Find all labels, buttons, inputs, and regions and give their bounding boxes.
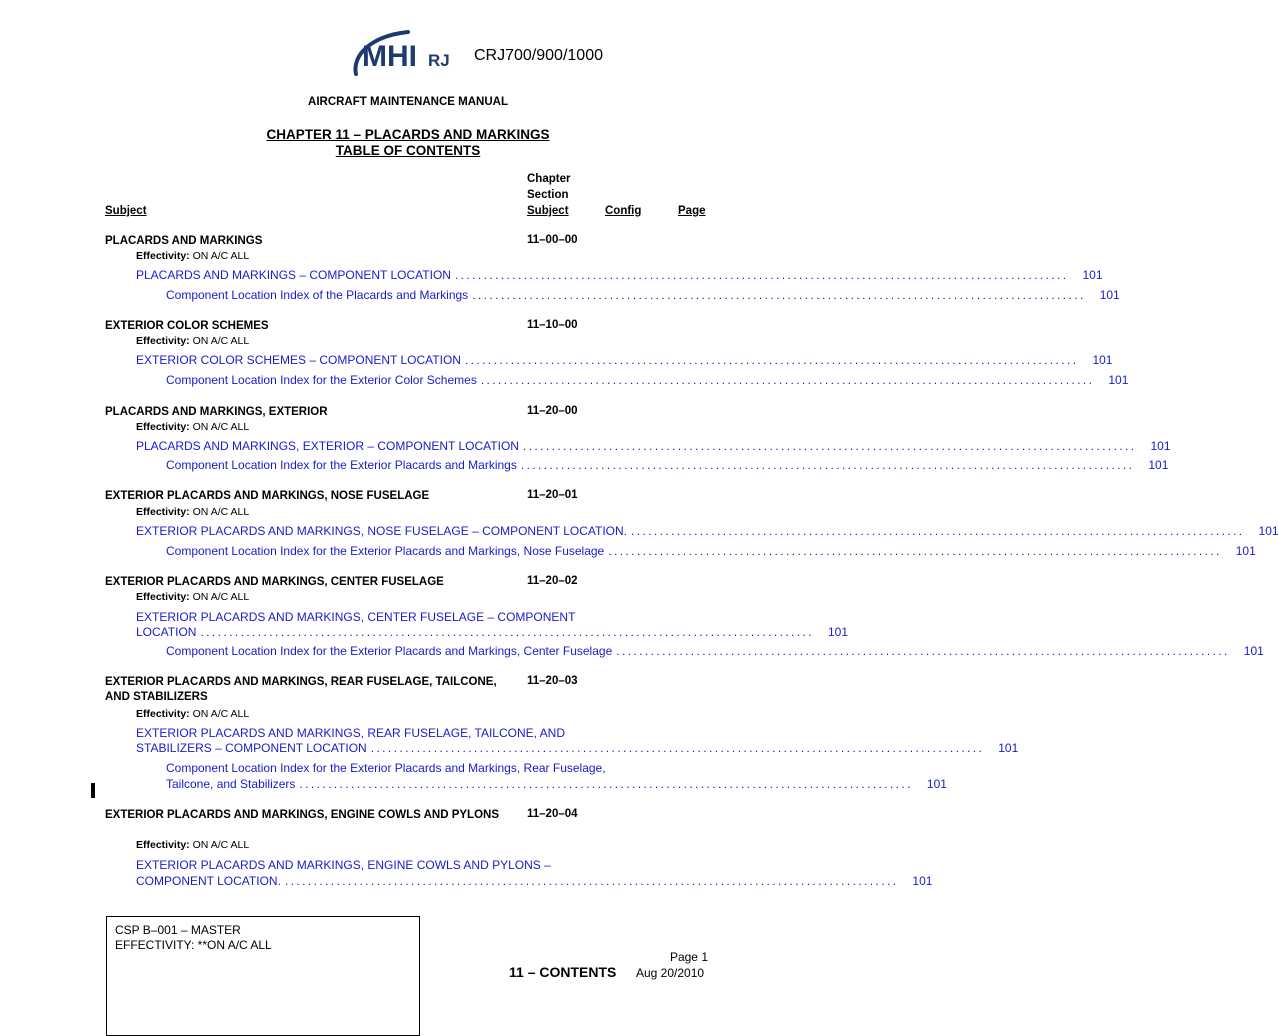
chapter-title: CHAPTER 11 – PLACARDS AND MARKINGS [266, 127, 550, 142]
effectivity: Effectivity: ON A/C ALL [136, 250, 250, 262]
col-chapter: Chapter [527, 173, 571, 185]
section-code: 11–20–03 [527, 675, 578, 687]
toc-entry-link[interactable]: STABILIZERS – COMPONENT LOCATION ........................................................................................................... 101 [136, 741, 1019, 755]
toc-entry-link[interactable]: PLACARDS AND MARKINGS, EXTERIOR – COMPONENT LOCATION ........................................................................................................... 101 [136, 439, 1171, 453]
section-code: 11–20–00 [527, 405, 578, 417]
leader-dots: ........................................................................................................... [616, 644, 1230, 658]
svg-text:MHI: MHI [362, 40, 417, 73]
toc-subentry-link[interactable]: Component Location Index for the Exterior Color Schemes ........................................................................................................... 101 [166, 373, 1129, 387]
section-code: 11–20–02 [527, 575, 578, 587]
toc-title: TABLE OF CONTENTS [335, 143, 481, 158]
footer-effectivity: EFFECTIVITY: **ON A/C ALL [115, 938, 272, 952]
leader-dots: ........................................................................................................... [284, 874, 899, 888]
leader-dots: ........................................................................................................... [464, 353, 1079, 367]
effectivity: Effectivity: ON A/C ALL [136, 591, 250, 603]
col-config: Config [605, 205, 642, 217]
section-subject: EXTERIOR PLACARDS AND MARKINGS, CENTER FUSELAGE [105, 576, 444, 588]
section-subject: EXTERIOR PLACARDS AND MARKINGS, REAR FUSELAGE, TAILCONE, AND STABILIZERS [105, 676, 497, 703]
manual-title: AIRCRAFT MAINTENANCE MANUAL [308, 96, 508, 108]
effectivity: Effectivity: ON A/C ALL [136, 506, 250, 518]
leader-dots: ........................................................................................................... [454, 268, 1069, 282]
leader-dots: ........................................................................................................... [631, 524, 1245, 538]
section-code: 11–20–04 [527, 808, 578, 820]
col-page: Page [678, 205, 706, 217]
csp-label: CSP B–001 – MASTER [115, 923, 241, 937]
section-code: 11–20–01 [527, 489, 578, 501]
aircraft-model: CRJ700/900/1000 [474, 47, 603, 64]
section-subject: EXTERIOR PLACARDS AND MARKINGS, NOSE FUSELAGE [105, 490, 430, 502]
section-subject: EXTERIOR PLACARDS AND MARKINGS, ENGINE COWLS AND PYLONS [105, 809, 499, 821]
section-code: 11–10–00 [527, 319, 578, 331]
revision-date: Aug 20/2010 [636, 966, 705, 980]
toc-entry-link[interactable]: PLACARDS AND MARKINGS – COMPONENT LOCATION ........................................................................................................... 101 [136, 268, 1103, 282]
effectivity: Effectivity: ON A/C ALL [136, 839, 250, 851]
toc-subentry-link[interactable]: Component Location Index for the Exterior Placards and Markings ........................................................................................................... 101 [166, 458, 1169, 472]
toc-subentry-link[interactable]: Tailcone, and Stabilizers ........................................................................................................... 101 [166, 777, 947, 791]
leader-dots: ........................................................................................................... [370, 741, 985, 755]
effectivity: Effectivity: ON A/C ALL [136, 335, 250, 347]
leader-dots: ........................................................................................................... [299, 777, 913, 791]
toc-entry-link-line1[interactable]: EXTERIOR PLACARDS AND MARKINGS, CENTER FUSELAGE – COMPONENT [136, 610, 576, 624]
effectivity: Effectivity: ON A/C ALL [136, 708, 250, 720]
mhi-rj-logo [348, 26, 466, 80]
col-subject: Subject [105, 205, 147, 217]
contents-label: 11 – CONTENTS [509, 964, 617, 980]
svg-text:RJ: RJ [428, 51, 450, 70]
effectivity-box [106, 916, 420, 1036]
section-subject: PLACARDS AND MARKINGS, EXTERIOR [105, 406, 328, 418]
toc-entry-link[interactable]: EXTERIOR PLACARDS AND MARKINGS, NOSE FUSELAGE – COMPONENT LOCATION. ........................................................................................................... 101 [136, 524, 1279, 538]
section-code: 11–00–00 [527, 234, 578, 246]
section-subject: EXTERIOR COLOR SCHEMES [105, 320, 269, 332]
effectivity: Effectivity: ON A/C ALL [136, 421, 250, 433]
toc-subentry-link-line1[interactable]: Component Location Index for the Exterior Placards and Markings, Rear Fuselage, [166, 761, 606, 775]
toc-entry-link[interactable]: LOCATION ........................................................................................................... 101 [136, 625, 848, 639]
toc-subentry-link[interactable]: Component Location Index for the Exterior Placards and Markings, Center Fuselage ........................................................................................................... 101 [166, 644, 1264, 658]
toc-subentry-link[interactable]: Component Location Index for the Exterior Placards and Markings, Nose Fuselage ........................................................................................................... 101 [166, 544, 1256, 558]
leader-dots: ........................................................................................................... [472, 288, 1086, 302]
leader-dots: ........................................................................................................... [480, 373, 1095, 387]
leader-dots: ........................................................................................................... [520, 458, 1135, 472]
revision-change-bar [91, 783, 95, 798]
toc-entry-link[interactable]: EXTERIOR COLOR SCHEMES – COMPONENT LOCATION ........................................................................................................... 101 [136, 353, 1113, 367]
col-section: Section [527, 189, 569, 201]
section-subject: PLACARDS AND MARKINGS [105, 235, 263, 247]
leader-dots: ........................................................................................................... [200, 625, 814, 639]
leader-dots: ........................................................................................................... [522, 439, 1137, 453]
toc-entry-link[interactable]: COMPONENT LOCATION. ........................................................................................................... 101 [136, 874, 933, 888]
toc-subentry-link[interactable]: Component Location Index of the Placards and Markings ........................................................................................................... 101 [166, 288, 1120, 302]
page-number: Page 1 [669, 950, 708, 964]
toc-entry-link-line1[interactable]: EXTERIOR PLACARDS AND MARKINGS, ENGINE COWLS AND PYLONS – [136, 858, 551, 872]
col-chapter-subject: Subject [527, 205, 569, 217]
leader-dots: ........................................................................................................... [608, 544, 1222, 558]
toc-entry-link-line1[interactable]: EXTERIOR PLACARDS AND MARKINGS, REAR FUSELAGE, TAILCONE, AND [136, 726, 565, 740]
